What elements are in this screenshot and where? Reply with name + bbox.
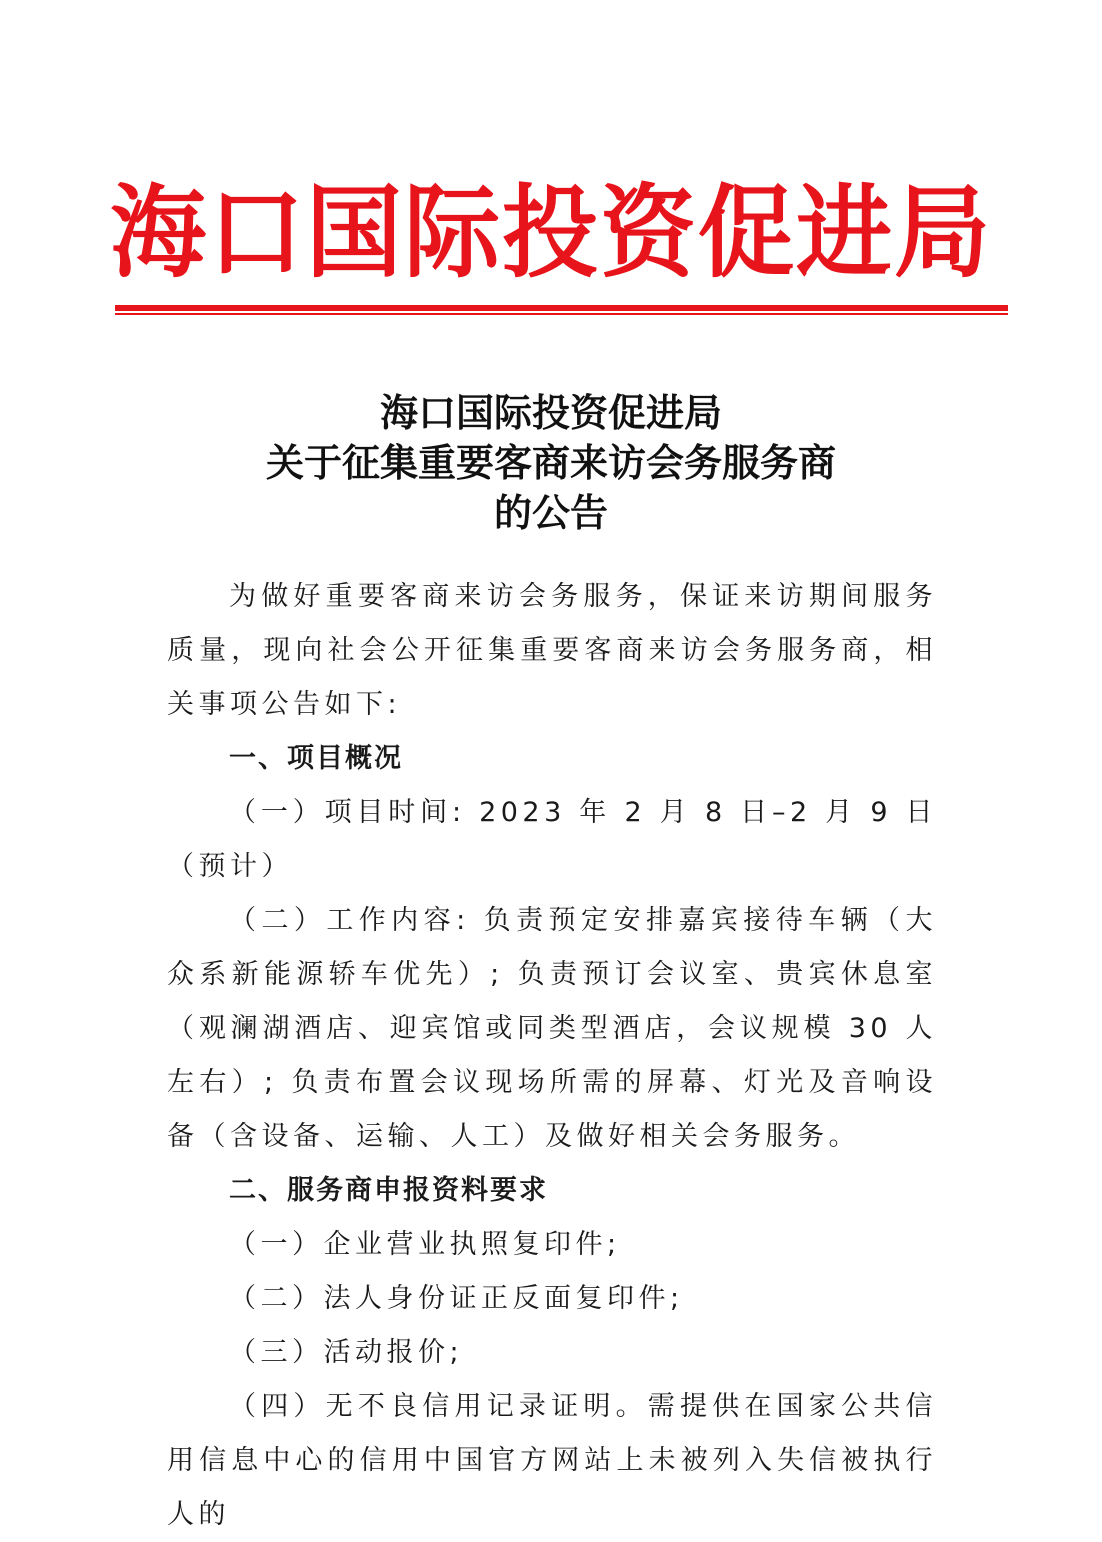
letterhead-rule-thin <box>115 313 1008 315</box>
section-1-item-1: （一）项目时间: 2023 年 2 月 8 日–2 月 9 日（预计） <box>167 797 937 882</box>
section-2-item-4: （四）无不良信用记录证明。需提供在国家公共信用信息中心的信用中国官方网站上未被列入失信被执行人的 <box>167 1391 937 1530</box>
title-line-3: 的公告 <box>493 490 608 535</box>
letterhead-title: 海口国际投资促进局 <box>110 173 992 292</box>
letterhead-rule-thick <box>115 305 1008 311</box>
title-line-2: 关于征集重要客商来访会务服务商 <box>265 440 836 485</box>
title-line-1: 海口国际投资促进局 <box>379 390 722 435</box>
section-2-item-1: （一）企业营业执照复印件; <box>229 1229 621 1260</box>
section-2-item-2: （二）法人身份证正反面复印件; <box>229 1283 684 1314</box>
section-heading-2: 二、服务商申报资料要求 <box>229 1175 548 1206</box>
document-title <box>0 388 1102 538</box>
intro-paragraph: 为做好重要客商来访会务服务，保证来访期间服务质量，现向社会公开征集重要客商来访会务服务商，相关事项公告如下: <box>167 581 937 720</box>
section-1-item-2: （二）工作内容: 负责预定安排嘉宾接待车辆（大众系新能源轿车优先）; 负责预订会议室、贵宾休息室（观澜湖酒店、迎宾馆或同类型酒店，会议规模 30 人左右）; 负责布置会议现场所需的屏幕、灯光及音响设备（含设备、运输、人工）及做好相关会务服务。 <box>167 905 937 1152</box>
section-heading-1: 一、项目概况 <box>229 743 403 774</box>
section-2-item-3: （三）活动报价; <box>229 1337 464 1368</box>
document-body <box>167 570 937 1542</box>
